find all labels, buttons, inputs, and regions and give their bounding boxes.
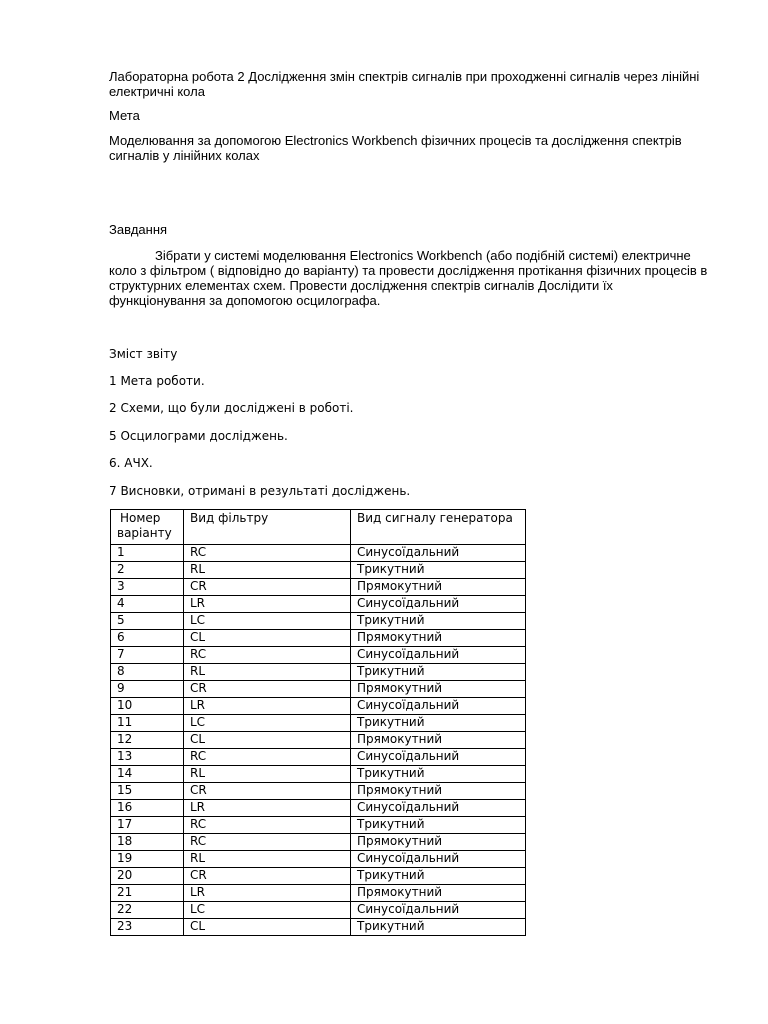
report-item: 6. АЧХ. bbox=[109, 456, 153, 470]
report-item: 5 Осцилограми досліджень. bbox=[109, 429, 288, 443]
cell-variant-number: 21 bbox=[111, 885, 184, 902]
table-row bbox=[111, 664, 526, 681]
table-header-row bbox=[111, 510, 526, 545]
cell-signal-type: Прямокутний bbox=[351, 681, 526, 698]
header-signal-type: Вид сигналу генератора bbox=[351, 510, 526, 545]
table-row bbox=[111, 698, 526, 715]
report-heading: Зміст звіту bbox=[109, 347, 178, 361]
cell-signal-type: Трикутний bbox=[351, 613, 526, 630]
cell-variant-number: 12 bbox=[111, 732, 184, 749]
goal-text: Моделювання за допомогою Electronics Workbench фізичних процесів та дослідження спектрів сигналів у лінійних колах bbox=[109, 133, 682, 163]
table-row bbox=[111, 562, 526, 579]
cell-filter-type: LC bbox=[184, 902, 351, 919]
cell-filter-type: CL bbox=[184, 630, 351, 647]
cell-variant-number: 15 bbox=[111, 783, 184, 800]
cell-filter-type: RC bbox=[184, 834, 351, 851]
table-row bbox=[111, 681, 526, 698]
cell-signal-type: Прямокутний bbox=[351, 783, 526, 800]
table-row bbox=[111, 596, 526, 613]
cell-filter-type: CR bbox=[184, 783, 351, 800]
cell-variant-number: 9 bbox=[111, 681, 184, 698]
table-row bbox=[111, 630, 526, 647]
cell-variant-number: 14 bbox=[111, 766, 184, 783]
table-row bbox=[111, 800, 526, 817]
cell-signal-type: Прямокутний bbox=[351, 732, 526, 749]
cell-variant-number: 23 bbox=[111, 919, 184, 936]
cell-variant-number: 3 bbox=[111, 579, 184, 596]
cell-filter-type: CR bbox=[184, 681, 351, 698]
cell-variant-number: 2 bbox=[111, 562, 184, 579]
table-row bbox=[111, 868, 526, 885]
table-row bbox=[111, 613, 526, 630]
cell-filter-type: CL bbox=[184, 919, 351, 936]
cell-filter-type: LR bbox=[184, 596, 351, 613]
cell-variant-number: 17 bbox=[111, 817, 184, 834]
cell-variant-number: 22 bbox=[111, 902, 184, 919]
cell-filter-type: RC bbox=[184, 749, 351, 766]
table-row bbox=[111, 834, 526, 851]
cell-filter-type: LR bbox=[184, 800, 351, 817]
cell-variant-number: 6 bbox=[111, 630, 184, 647]
table-row bbox=[111, 851, 526, 868]
cell-filter-type: RL bbox=[184, 851, 351, 868]
cell-signal-type: Трикутний bbox=[351, 715, 526, 732]
cell-signal-type: Трикутний bbox=[351, 817, 526, 834]
cell-variant-number: 19 bbox=[111, 851, 184, 868]
cell-variant-number: 7 bbox=[111, 647, 184, 664]
variants-table bbox=[110, 509, 526, 936]
table-row bbox=[111, 766, 526, 783]
task-text: Зібрати у системі моделювання Electronics Workbench (або подібній системі) електричне коло з фільтром ( відповідно до варіанту) та провести дослідження протікання фізичних процесів в структурних елементах схем. Провести дослідження спектрів сигналів Дослідити їх функціонування за допомогою осцилографа. bbox=[109, 248, 708, 308]
document-title: Лабораторна робота 2 Дослідження змін спектрів сигналів при проходженні сигналів через лінійні електричні кола bbox=[109, 69, 700, 99]
table-row bbox=[111, 545, 526, 562]
cell-filter-type: LR bbox=[184, 698, 351, 715]
cell-filter-type: CL bbox=[184, 732, 351, 749]
table-row bbox=[111, 783, 526, 800]
cell-signal-type: Синусоїдальний bbox=[351, 749, 526, 766]
cell-signal-type: Синусоїдальний bbox=[351, 800, 526, 817]
cell-filter-type: CR bbox=[184, 868, 351, 885]
table-row bbox=[111, 919, 526, 936]
cell-filter-type: CR bbox=[184, 579, 351, 596]
cell-variant-number: 10 bbox=[111, 698, 184, 715]
cell-variant-number: 8 bbox=[111, 664, 184, 681]
cell-signal-type: Трикутний bbox=[351, 919, 526, 936]
cell-variant-number: 4 bbox=[111, 596, 184, 613]
table-row bbox=[111, 715, 526, 732]
cell-signal-type: Синусоїдальний bbox=[351, 902, 526, 919]
cell-signal-type: Трикутний bbox=[351, 664, 526, 681]
cell-signal-type: Синусоїдальний bbox=[351, 596, 526, 613]
cell-filter-type: RC bbox=[184, 817, 351, 834]
table-row bbox=[111, 749, 526, 766]
table-row bbox=[111, 885, 526, 902]
task-heading: Завдання bbox=[109, 222, 168, 237]
cell-variant-number: 16 bbox=[111, 800, 184, 817]
header-filter-type: Вид фільтру bbox=[184, 510, 351, 545]
cell-signal-type: Трикутний bbox=[351, 868, 526, 885]
cell-signal-type: Прямокутний bbox=[351, 834, 526, 851]
cell-signal-type: Синусоїдальний bbox=[351, 698, 526, 715]
cell-filter-type: RC bbox=[184, 545, 351, 562]
cell-signal-type: Трикутний bbox=[351, 562, 526, 579]
table-row bbox=[111, 732, 526, 749]
cell-variant-number: 20 bbox=[111, 868, 184, 885]
table-row bbox=[111, 647, 526, 664]
table-row bbox=[111, 817, 526, 834]
cell-signal-type: Прямокутний bbox=[351, 630, 526, 647]
cell-variant-number: 18 bbox=[111, 834, 184, 851]
cell-filter-type: RL bbox=[184, 664, 351, 681]
cell-variant-number: 5 bbox=[111, 613, 184, 630]
cell-variant-number: 1 bbox=[111, 545, 184, 562]
cell-signal-type: Синусоїдальний bbox=[351, 545, 526, 562]
cell-filter-type: RC bbox=[184, 647, 351, 664]
cell-filter-type: LR bbox=[184, 885, 351, 902]
report-item: 1 Мета роботи. bbox=[109, 374, 205, 388]
cell-signal-type: Синусоїдальний bbox=[351, 851, 526, 868]
cell-variant-number: 11 bbox=[111, 715, 184, 732]
cell-filter-type: RL bbox=[184, 562, 351, 579]
cell-signal-type: Трикутний bbox=[351, 766, 526, 783]
goal-heading: Мета bbox=[109, 108, 140, 123]
cell-signal-type: Прямокутний bbox=[351, 885, 526, 902]
table-row bbox=[111, 902, 526, 919]
report-item: 7 Висновки, отримані в результаті досліджень. bbox=[109, 484, 411, 498]
cell-filter-type: RL bbox=[184, 766, 351, 783]
cell-filter-type: LC bbox=[184, 613, 351, 630]
cell-signal-type: Прямокутний bbox=[351, 579, 526, 596]
cell-variant-number: 13 bbox=[111, 749, 184, 766]
cell-filter-type: LC bbox=[184, 715, 351, 732]
table-row bbox=[111, 579, 526, 596]
task-paragraph bbox=[109, 248, 709, 308]
cell-signal-type: Синусоїдальний bbox=[351, 647, 526, 664]
report-item: 2 Схеми, що були досліджені в роботі. bbox=[109, 401, 354, 415]
header-variant-number: Номер варіанту bbox=[111, 510, 184, 545]
